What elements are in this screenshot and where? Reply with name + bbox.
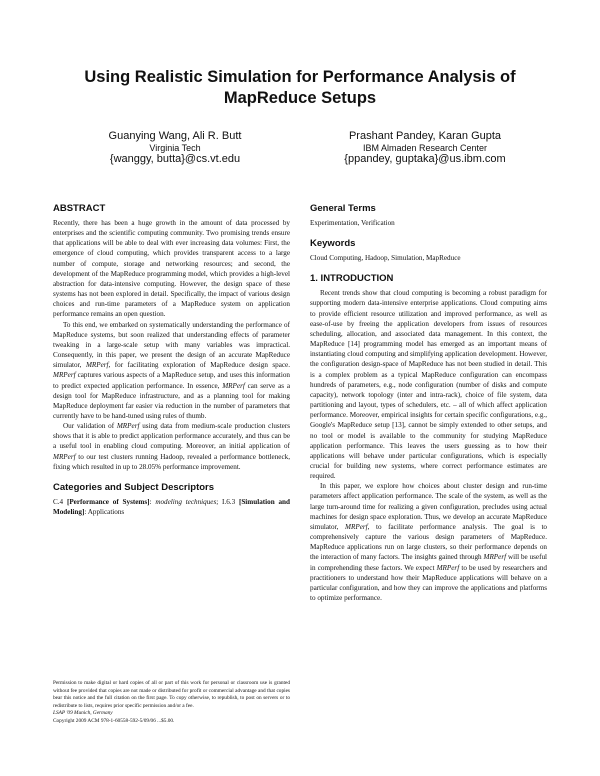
introduction-paragraph: In this paper, we explore how choices about cluster design and run-time parameters affect application performance. The scale of the system, as well as the large turn-around time for realizing a given configuration, precludes using actual machines for design space exploration. Thus, we develop an accurate MapReduce simulator, MRPerf, to facilitate performance analysis. The goal is to comprehensively capture the various design parameters of MapReduce. MapReduce applications run on large clusters, so their performance depends on the interaction of many factors. The insights gained through MRPerf will be useful in comprehending these factors. We expect MRPerf to be used by researchers and practitioners to understand how their MapReduce applications will behave on a particular configuration, and how they can improve the applications and platforms to optimize performance. [310,482,548,602]
author-block-vt [50,130,300,166]
categories-heading: Categories and Subject Descriptors [53,481,215,493]
abstract-heading: ABSTRACT [53,203,106,214]
copyright-line: Copyright 2009 ACM 978-1-60558-592-5/09/06 ...$5.00. [53,717,175,724]
keywords-text: Cloud Computing, Hadoop, Simulation, MapReduce [310,254,461,263]
keywords-heading: Keywords [310,238,356,250]
author-affiliation: Virginia Tech [149,143,201,153]
author-names: Prashant Pandey, Karan Gupta [348,130,502,142]
left-column [53,203,290,517]
abstract-paragraph: To this end, we embarked on systematically understanding the performance of MapReduce systems, but soon realized that understanding effects of parameter tweaking in a large-scale setup with many variables was impractical. Consequently, in this paper, we present the design of an accurate MapReduce simulator, MRPerf, for facilitating exploration of MapReduce design space. MRPerf captures various aspects of a MapReduce setup, and uses this information to predict expected application performance. In essence, MRPerf can serve as a design tool for MapReduce infrastructure, and as a planning tool for making MapReduce deployment far easier via reduction in the number of parameters that currently have to be hand-tuned using rules of thumb. [53,320,291,420]
author-affiliation: IBM Almaden Research Center [362,143,488,153]
author-names: Guanying Wang, Ali R. Butt [108,130,242,142]
general-terms-heading: General Terms [310,203,376,214]
categories-text: C.4 [Performance of Systems]: modeling techniques; I.6.3 [Simulation and Modeling]: Applications [53,497,290,517]
permission-text: Permission to make digital or hard copies of all or part of this work for personal or classroom use is granted without fee provided that copies are not made or distributed for profit or commercial advantage and that copies bear this notice and the full citation on the first page. To copy otherwise, to republish, to post on servers or to redistribute to lists, requires prior specific permission and/or a fee. [53,680,290,709]
venue-text: LSAP '09 Munich, Germany [53,710,113,716]
introduction-heading: 1. INTRODUCTION [310,273,394,285]
right-column [310,203,547,603]
general-terms-text: Experimentation, Verification [310,219,395,227]
author-email: {ppandey, guptaka}@us.ibm.com [344,153,506,165]
introduction-paragraph: Recent trends show that cloud computing is becoming a robust paradigm for supporting modern data-intensive enterprise applications. Cloud computing aims to provide efficient resource utilization and improved performance, as well as ease-of-use by freeing the application developers from issues of resources scheduling, allocation, and associated data management. In this context, the MapReduce [14] programming model has emerged as an important means of instantiating cloud computing and simplifying application development. However, the configuration design-space of MapReduce has not been studied in detail. This is a complex problem as a typical MapReduce configuration can encompass hundreds of parameters, e.g., node configuration (number of disks and compute capacity), network topology (inter and intra-rack), choice of file system, data partitioning and layout, types of schedulers, etc. – all of which affect application performance. Moreover, empirical insights for certain specific configurations, e.g., Google's MapReduce setup [13], cannot be simply extended to other setups, and no tool or model is available to the community for studying MapReduce application performance. This leaves the users guessing as to how their applications will behave under particular configurations, which is especially crucial for building new systems, where correct performance estimates are required. [310,289,547,481]
copyright-notice [53,680,290,725]
author-email: {wanggy, butta}@cs.vt.edu [109,153,241,165]
paper-title: Using Realistic Simulation for Performance Analysis of MapReduce Setups [84,68,516,107]
abstract-paragraph: Our validation of MRPerf using data from medium-scale production clusters shows that it is able to predict application performance accurately, and thus can be a useful tool in enabling cloud computing. Moreover, an initial application of MRPerf to our test clusters running Hadoop, revealed a performance bottleneck, fixing which resulted in up to 28.05% performance improvement. [53,422,290,471]
abstract-paragraph: Recently, there has been a huge growth in the amount of data processed by enterprises and the scientific computing community. Two promising trends ensure that applications will be able to deal with ever increasing data volumes: First, the emergence of cloud computing, which provides transparent access to a large number of compute, storage and networking resources; and second, the development of the MapReduce programming model, which provides a high-level abstraction for data-intensive computing. However, the design space of these systems has not been explored in detail. Specifically, the impact of various design choices and run-time parameters of a MapReduce system on application performance remains an open question. [53,219,290,319]
author-block-ibm [300,130,550,166]
